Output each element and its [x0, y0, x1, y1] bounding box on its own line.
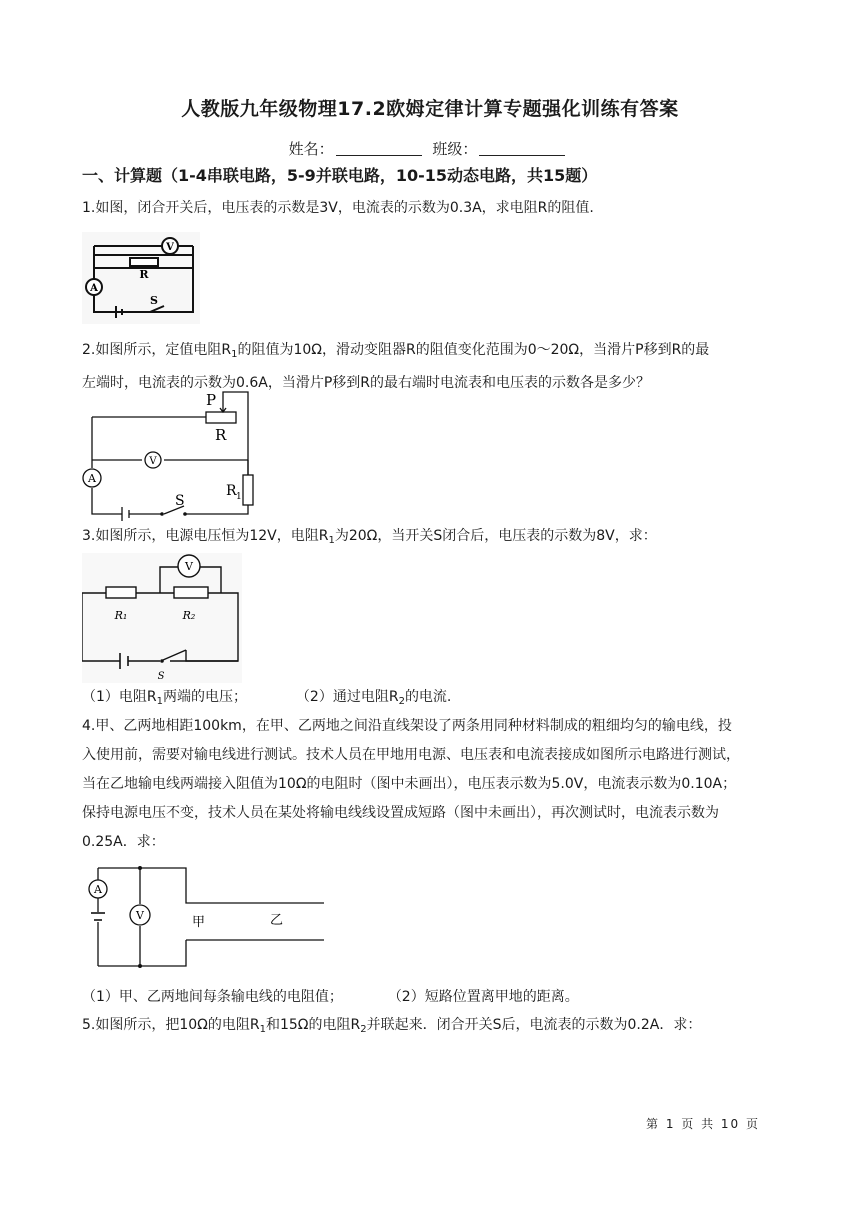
- q4-line1: 4.甲、乙两地相距100km，在甲、乙两地之间沿直线架设了两条用同种材料制成的粗细均匀的输电线，投: [82, 718, 732, 734]
- page-title: 人教版九年级物理17.2欧姆定律计算专题强化训练有答案: [181, 98, 679, 120]
- q4-part1: （1）甲、乙两地间每条输电线的电阻值；: [82, 989, 343, 1005]
- name-blank: [336, 141, 422, 156]
- r1-label: R₁: [114, 609, 128, 622]
- q3-b: 为20Ω，当开关S闭合后，电压表的示数为8V，求：: [334, 528, 657, 544]
- yi-label: 乙: [270, 913, 284, 928]
- figure-3-circuit: [82, 553, 242, 683]
- q5-sub-2: 2: [360, 1024, 367, 1035]
- question-4-parts: [82, 983, 782, 1012]
- q2-sub-1: 1: [231, 349, 238, 360]
- q2-line1-a: 2.如图所示，定值电阻R: [82, 342, 232, 358]
- ammeter-label: A: [90, 283, 98, 294]
- name-label: 姓名：: [288, 140, 334, 158]
- figure-1-circuit: [82, 232, 200, 324]
- switch-label: S: [150, 294, 158, 307]
- rheostat-r-label: R: [215, 426, 227, 444]
- q5-b: 和15Ω的电阻R: [265, 1017, 361, 1033]
- class-blank: [479, 141, 565, 156]
- question-3-text: [82, 522, 782, 555]
- q4-part2: （2）短路位置离甲地的距离。: [387, 989, 579, 1005]
- class-label: 班级：: [432, 140, 478, 158]
- name-class-line: [0, 138, 860, 159]
- voltmeter-label: V: [136, 909, 144, 922]
- q4-line4: 保持电源电压不变，技术人员在某处将输电线线设置成短路（图中未画出），再次测试时，电流表示数为: [82, 805, 719, 821]
- q4-line3: 当在乙地输电线两端接入阻值为10Ω的电阻时（图中未画出），电压表示数为5.0V，电流表示数为0.10A；: [82, 776, 737, 792]
- slider-p-label: P: [206, 391, 217, 409]
- q5-a: 5.如图所示，把10Ω的电阻R: [82, 1017, 260, 1033]
- section-heading: 一、计算题（1-4串联电路，5-9并联电路，10-15动态电路，共15题）: [82, 166, 598, 185]
- q3-sub-1: 1: [328, 535, 335, 546]
- q3-part2-b: 的电流.: [404, 689, 452, 705]
- voltmeter-label: V: [149, 456, 157, 467]
- figure-2-circuit: [82, 388, 266, 524]
- voltmeter-label: V: [185, 560, 193, 573]
- ammeter-label: A: [94, 883, 102, 896]
- ammeter-label: A: [88, 472, 96, 485]
- q4-line5: 0.25A．求：: [82, 834, 165, 850]
- q3-part2-a: （2）通过电阻R: [295, 689, 399, 705]
- voltmeter-label: V: [166, 242, 174, 253]
- q3-part1-b: 两端的电压；: [163, 689, 248, 705]
- switch-label: S: [175, 493, 185, 509]
- resistor-label: R: [139, 268, 149, 281]
- q3-a: 3.如图所示，电源电压恒为12V，电阻R: [82, 528, 329, 544]
- question-4-text: [82, 712, 782, 857]
- switch-label: S: [157, 671, 165, 682]
- question-1-text: 1.如图，闭合开关后，电压表的示数是3V，电流表的示数为0.3A，求电阻R的阻值.: [82, 200, 594, 216]
- jia-label: 甲: [192, 915, 206, 930]
- r1-subscript: 1: [236, 492, 242, 502]
- page-footer: 第 1 页 共 10 页: [646, 1117, 760, 1131]
- q3-part2-sub: 2: [398, 696, 405, 707]
- q3-part1-sub: 1: [156, 696, 164, 707]
- r2-label: R₂: [182, 609, 196, 622]
- question-5-text: [82, 1011, 782, 1044]
- q2-line2: 左端时，电流表的示数为0.6A，当滑片P移到R的最右端时电流表和电压表的示数各是多少？: [82, 375, 651, 391]
- figure-4-circuit: [82, 860, 332, 972]
- q5-c: 并联起来．闭合开关S后，电流表的示数为0.2A．求：: [366, 1017, 702, 1033]
- q5-sub-1: 1: [259, 1024, 266, 1035]
- q2-line1-b: 的阻值为10Ω，滑动变阻器R的阻值变化范围为0～20Ω，当滑片P移到R的最: [237, 342, 710, 358]
- r1-label: R: [226, 483, 237, 499]
- q4-line2: 入使用前，需要对输电线进行测试。技术人员在甲地用电源、电压表和电流表接成如图所示电路进行测试，: [82, 747, 740, 763]
- q3-part1-a: （1）电阻R: [82, 689, 157, 705]
